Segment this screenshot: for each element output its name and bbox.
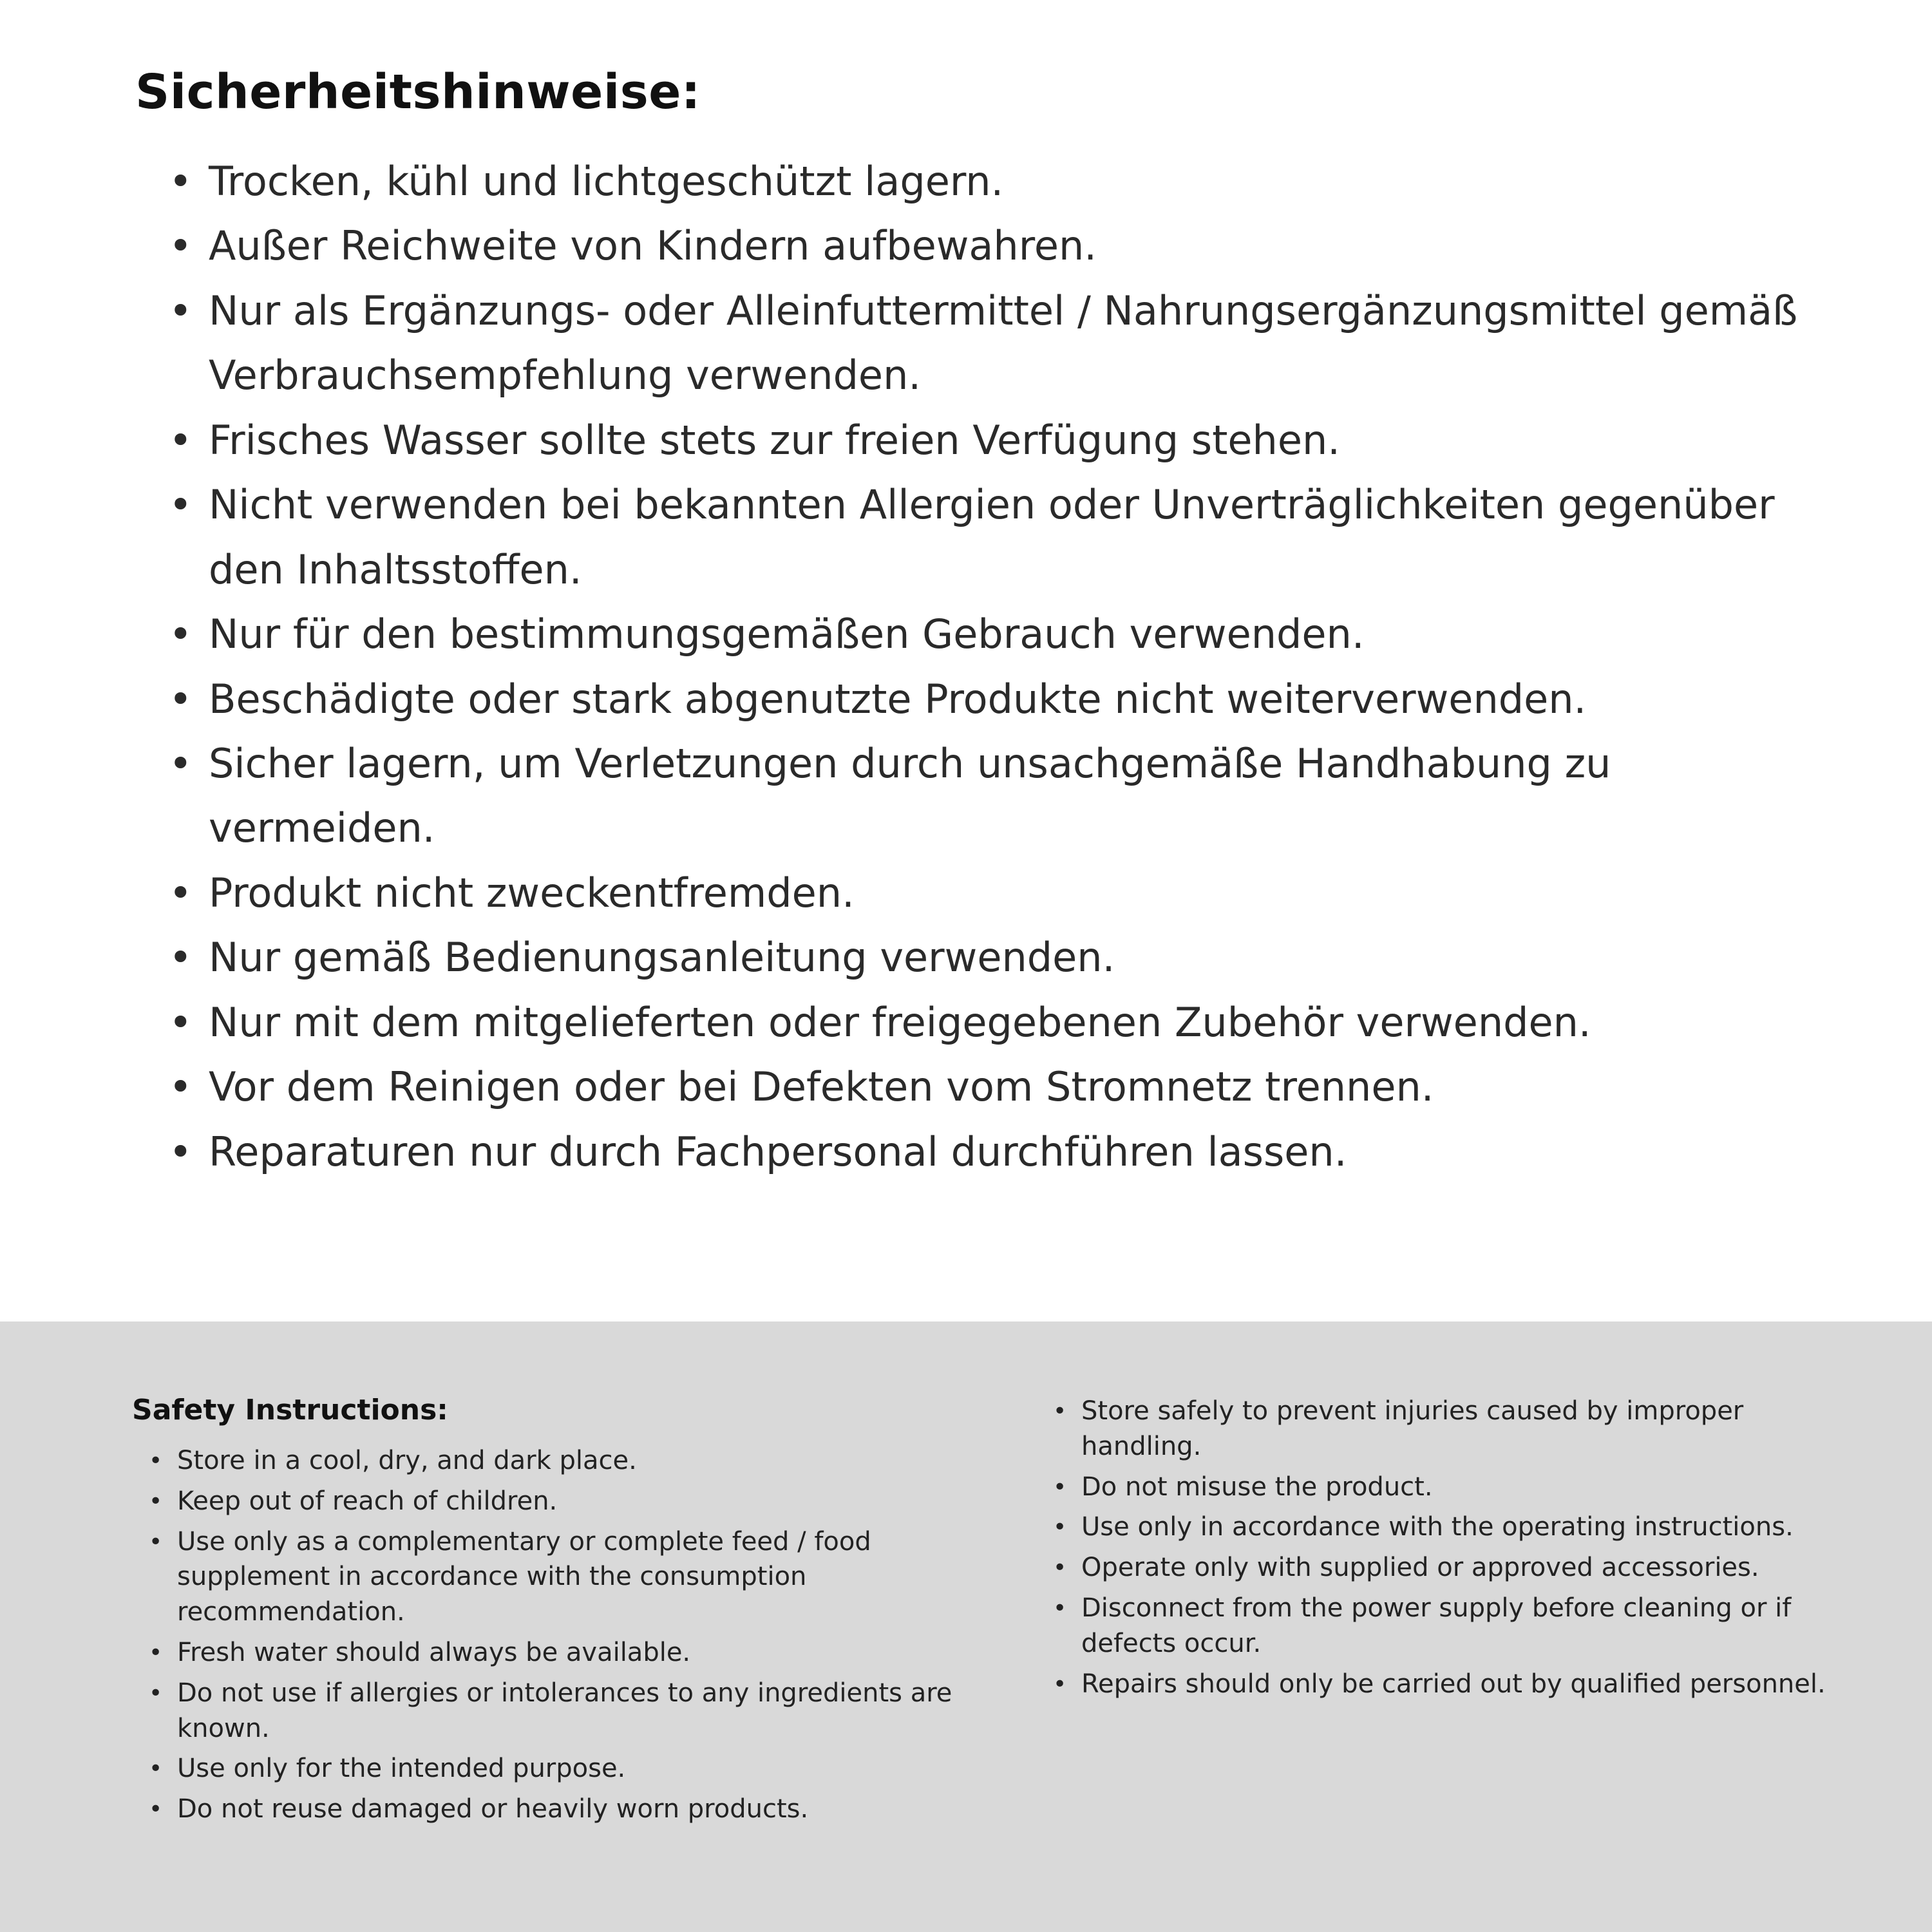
list-item: • Trocken, kühl und lichtgeschützt lagern. [169,149,1835,214]
list-item: • Store safely to prevent injuries caused by improper handling. [1053,1394,1835,1464]
list-item: • Beschädigte oder stark abgenutzte Produkte nicht weiterverwenden. [169,667,1835,732]
german-title: Sicherheitshinweise: [135,64,701,120]
list-item: • Do not misuse the product. [1053,1470,1835,1505]
list-item: • Außer Reichweite von Kindern aufbewahren. [169,214,1835,278]
list-item: • Nicht verwenden bei bekannten Allergien oder Unverträglichkeiten gegenüber den Inhaltsstoffen. [169,473,1835,602]
list-item: • Use only in accordance with the operating instructions. [1053,1510,1835,1545]
list-item: • Fresh water should always be available. [149,1635,1008,1671]
english-title: Safety Instructions: [132,1394,448,1426]
list-item: • Produkt nicht zweckentfremden. [169,861,1835,925]
list-item: • Do not reuse damaged or heavily worn products. [149,1792,1008,1827]
list-item: • Repairs should only be carried out by qualified personnel. [1053,1667,1835,1702]
english-right-bullet-list [1053,1394,1835,1701]
list-item: • Frisches Wasser sollte stets zur freien Verfügung stehen. [169,408,1835,473]
english-left-column [132,1394,1008,1932]
list-item: • Use only for the intended purpose. [149,1751,1008,1786]
german-bullet-list [169,149,1835,1184]
list-item: • Store in a cool, dry, and dark place. [149,1443,1008,1479]
list-item: • Nur als Ergänzungs- oder Alleinfuttermittel / Nahrungsergänzungsmittel gemäß Verbrauchsempfehlung verwenden. [169,279,1835,408]
list-item: • Sicher lagern, um Verletzungen durch unsachgemäße Handhabung zu vermeiden. [169,732,1835,861]
list-item: • Nur gemäß Bedienungsanleitung verwenden. [169,925,1835,990]
list-item: • Nur mit dem mitgelieferten oder freigegebenen Zubehör verwenden. [169,990,1835,1055]
list-item: • Nur für den bestimmungsgemäßen Gebrauch verwenden. [169,602,1835,667]
list-item: • Reparaturen nur durch Fachpersonal durchführen lassen. [169,1120,1835,1184]
list-item: • Do not use if allergies or intolerances to any ingredients are known. [149,1676,1008,1747]
english-left-bullet-list [149,1443,1008,1827]
list-item: • Disconnect from the power supply before cleaning or if defects occur. [1053,1591,1835,1662]
list-item: • Operate only with supplied or approved accessories. [1053,1550,1835,1586]
list-item: • Vor dem Reinigen oder bei Defekten vom Stromnetz trennen. [169,1055,1835,1119]
english-right-column [1053,1394,1835,1932]
list-item: • Use only as a complementary or complete feed / food supplement in accordance with the consumption recommendation. [149,1524,1008,1630]
list-item: • Keep out of reach of children. [149,1484,1008,1519]
english-section [0,1321,1932,1932]
